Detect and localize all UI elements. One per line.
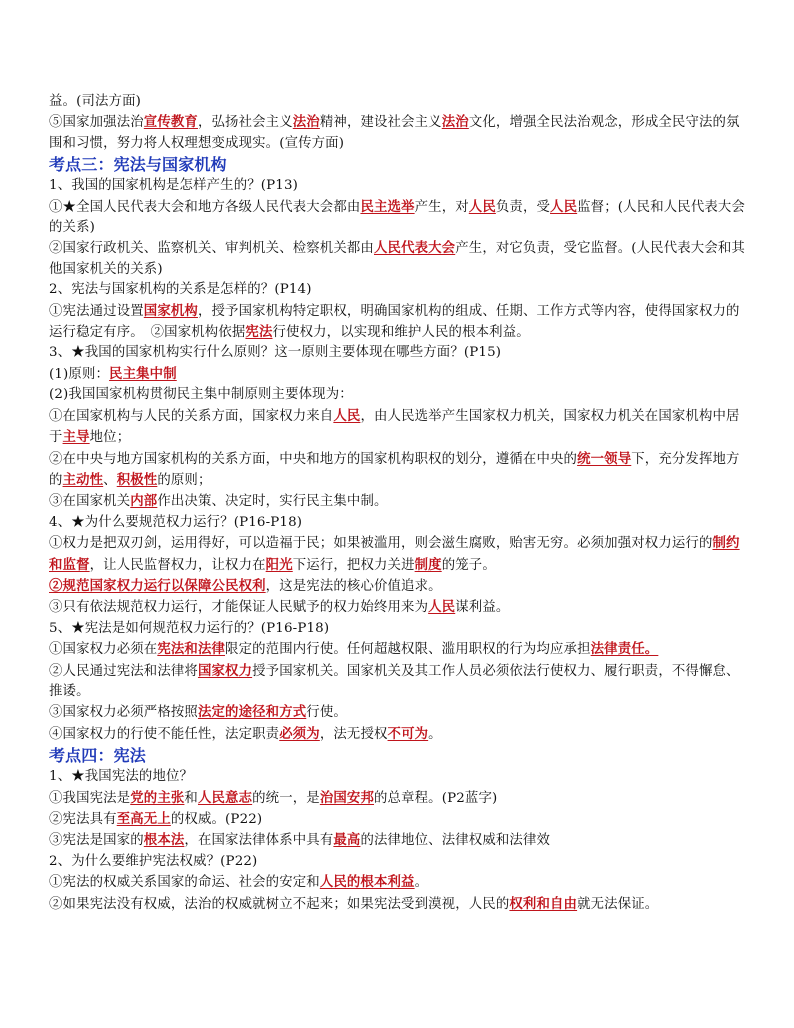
text-span: 行使。 <box>306 705 347 721</box>
text-line <box>49 661 749 703</box>
highlighted-term: 人民 <box>550 198 578 215</box>
text-span: 考点四：宪法 <box>49 746 146 766</box>
text-line <box>49 197 749 239</box>
text-line <box>49 491 749 512</box>
text-span: ，法无授权 <box>319 726 388 742</box>
text-span: 的总章程。(P2蓝字) <box>374 790 498 806</box>
text-span: ③国家权力必须严格按照 <box>49 705 198 721</box>
text-span: 益。(司法方面) <box>49 94 141 109</box>
text-span: ①国家权力必须在 <box>49 642 158 658</box>
text-line <box>49 872 749 893</box>
highlighted-term: 必须为 <box>279 725 320 742</box>
text-span: ③只有依法规范权力运行，才能保证人民赋予的权力始终用来为 <box>49 600 429 616</box>
highlighted-term: 人民代表大会 <box>373 240 456 257</box>
highlighted-term: 国家机构 <box>143 302 198 319</box>
text-line <box>49 576 749 597</box>
highlighted-term: 宪法 <box>245 324 273 341</box>
highlighted-term: 人民的根本利益 <box>319 874 415 891</box>
text-line <box>49 830 749 851</box>
text-span: 3、★我国的国家机构实行什么原则？这一原则主要体现在哪些方面？(P15) <box>49 345 502 361</box>
text-line <box>49 724 749 745</box>
text-line <box>49 788 749 809</box>
text-line <box>49 112 749 154</box>
text-line <box>49 639 749 660</box>
text-span: 2、宪法与国家机构的关系是怎样的？(P14) <box>49 282 312 298</box>
highlighted-term: 民主集中制 <box>109 365 177 382</box>
highlighted-term: ②规范国家权力运行以保障公民权利 <box>49 577 266 594</box>
text-span: 、 <box>103 472 117 488</box>
text-line <box>49 406 749 449</box>
highlighted-term: 统一领导 <box>577 450 632 467</box>
text-span: ①宪法的权威关系国家的命运、社会的安定和 <box>49 875 320 891</box>
text-span: 1、★我国宪法的地位？ <box>49 769 194 785</box>
highlighted-term: 权利和自由 <box>509 895 578 912</box>
text-span: 谋利益。 <box>455 600 510 616</box>
text-line <box>49 238 749 280</box>
text-line <box>49 809 749 830</box>
text-span: ①★全国人民代表大会和地方各级人民代表大会都由 <box>49 199 361 215</box>
text-line <box>49 176 749 196</box>
text-span: 的权威。(P22) <box>170 812 263 827</box>
text-span: ②宪法具有 <box>49 812 117 827</box>
text-span: ，让人民监督权力，让权力在 <box>89 557 266 573</box>
text-span: 负责，受 <box>495 199 551 215</box>
text-span: (2)我国国家机构贯彻民主集中制原则主要体现为： <box>49 387 353 403</box>
text-span: ，弘扬社会主义 <box>197 115 293 131</box>
text-span: ②国家行政机关、监察机关、审判机关、检察机关都由 <box>49 241 374 257</box>
text-span: 监督；(人民和人民代表大会的关系) <box>49 199 746 236</box>
text-line <box>49 343 749 363</box>
text-line <box>49 597 749 618</box>
text-span: (1)原则： <box>49 366 110 382</box>
highlighted-term: 人民意志 <box>197 789 253 806</box>
highlighted-term: 法治 <box>292 114 320 131</box>
text-span: ③在国家机关 <box>49 494 131 510</box>
text-span: 就无法保证。 <box>577 896 659 912</box>
highlighted-term: 制约和监督 <box>49 535 740 573</box>
text-span: ③宪法是国家的 <box>49 833 144 849</box>
text-span: ⑤国家加强法治 <box>49 115 144 131</box>
highlighted-term: 法定的途径和方式 <box>197 704 307 721</box>
highlighted-term: 人民 <box>428 599 456 616</box>
text-line <box>49 301 749 344</box>
text-span: ④国家权力的行使不能任性，法定职责 <box>49 726 280 742</box>
text-span: ①我国宪法是 <box>49 790 131 806</box>
highlighted-term: 国家权力 <box>197 662 253 679</box>
highlighted-term: 主导 <box>62 429 90 446</box>
highlighted-term: 宣传教育 <box>143 114 198 131</box>
text-span: 文化，增强全民法治观念，形成全民守法的氛围和习惯，努力将人权理想变成现实。(宣传方面) <box>49 115 740 151</box>
text-span: 的法律地位、法律权威和法律效 <box>360 833 551 849</box>
text-span: 产生，对它负责，受它监督。(人民代表大会和其他国家机关的关系) <box>49 241 745 277</box>
text-span: ，在国家法律体系中具有 <box>184 833 334 849</box>
text-span: 下运行，把权力关进 <box>292 557 415 573</box>
text-span: 。 <box>428 726 442 742</box>
highlighted-term: 治国安邦 <box>319 789 375 806</box>
highlighted-term: 积极性 <box>116 471 158 488</box>
section-heading <box>49 745 749 767</box>
text-span: 行使权力，以实现和维护人民的根本利益。 <box>272 325 530 341</box>
text-span: 5、★宪法是如何规范权力运行的？(P16-P18) <box>49 620 330 636</box>
text-line <box>49 364 749 385</box>
text-span: 的统一，是 <box>252 790 320 806</box>
text-line <box>49 619 749 639</box>
text-span: ①在国家机构与人民的关系方面，国家权力来自 <box>49 408 334 424</box>
text-span: 的笼子。 <box>441 557 496 573</box>
text-line <box>49 767 749 787</box>
section-heading <box>49 154 749 176</box>
highlighted-term: 根本法 <box>143 832 185 849</box>
text-span: 下，充分发挥地方的 <box>49 451 740 488</box>
highlighted-term: 法治 <box>441 114 469 131</box>
text-span: 地位； <box>89 430 131 446</box>
text-span: ，授予国家机构特定职权，明确国家机构的组成、任期、工作方式等内容，使得国家权力的运行稳定有序。 ②国家机构依据 <box>49 303 740 341</box>
text-line <box>49 702 749 723</box>
text-span: 限定的范围内行使。任何超越权限、滥用职权的行为均应承担 <box>225 642 591 658</box>
text-span: ②如果宪法没有权威，法治的权威就树立不起来；如果宪法受到漠视，人民的 <box>49 896 510 912</box>
text-span: 。 <box>414 875 429 891</box>
highlighted-term: 人民 <box>333 407 361 424</box>
text-span: 2、为什么要维护宪法权威？(P22) <box>49 853 258 869</box>
highlighted-term: 主动性 <box>62 471 104 488</box>
text-line <box>49 449 749 492</box>
text-span: ②人民通过宪法和法律将 <box>49 663 198 679</box>
text-span: ，这是宪法的核心价值追求。 <box>265 578 442 594</box>
highlighted-term: 不可为 <box>387 725 429 742</box>
text-line <box>49 894 749 915</box>
text-span: ，由人民选举产生国家权力机关，国家权力机关在国家机构中居于 <box>49 408 740 446</box>
highlighted-term: 内部 <box>130 493 158 510</box>
highlighted-term: 阳光 <box>265 556 293 573</box>
highlighted-term: 法律责任。 <box>590 641 659 658</box>
document-body <box>49 92 749 915</box>
highlighted-term: 民主选举 <box>360 198 415 215</box>
text-span: 和 <box>184 790 198 806</box>
text-span: ①宪法通过设置 <box>49 303 144 319</box>
text-span: 考点三：宪法与国家机构 <box>49 155 227 175</box>
highlighted-term: 党的主张 <box>130 789 185 806</box>
highlighted-term: 宪法和法律 <box>157 641 226 658</box>
text-span: ②在中央与地方国家机构的关系方面，中央和地方的国家机构职权的划分，遵循在中央的 <box>49 451 578 467</box>
text-span: 精神，建设社会主义 <box>319 115 442 131</box>
text-line <box>49 92 749 112</box>
highlighted-term: 至高无上 <box>116 811 171 827</box>
text-span: 授予国家机关。国家机关及其工作人员必须依法行使权力、履行职责，不得懈怠、推诿。 <box>49 663 740 699</box>
text-line <box>49 852 749 872</box>
text-line <box>49 385 749 405</box>
text-span: 1、我国的国家机构是怎样产生的？(P13) <box>49 178 299 194</box>
highlighted-term: 最高 <box>333 832 361 849</box>
text-span: 产生，对 <box>414 199 469 215</box>
text-span: 的原则； <box>157 472 212 488</box>
text-line <box>49 533 749 576</box>
text-line <box>49 280 749 300</box>
text-span: 4、★为什么要规范权力运行？(P16-P18) <box>49 514 303 530</box>
text-span: 作出决策、决定时，实行民主集中制。 <box>157 494 388 510</box>
text-line <box>49 513 749 533</box>
highlighted-term: 人民 <box>468 198 496 215</box>
text-span: ①权力是把双刃剑，运用得好，可以造福于民；如果被滥用，则会滋生腐败，贻害无穷。必须加强对权力运行的 <box>49 536 713 552</box>
highlighted-term: 制度 <box>414 556 442 573</box>
